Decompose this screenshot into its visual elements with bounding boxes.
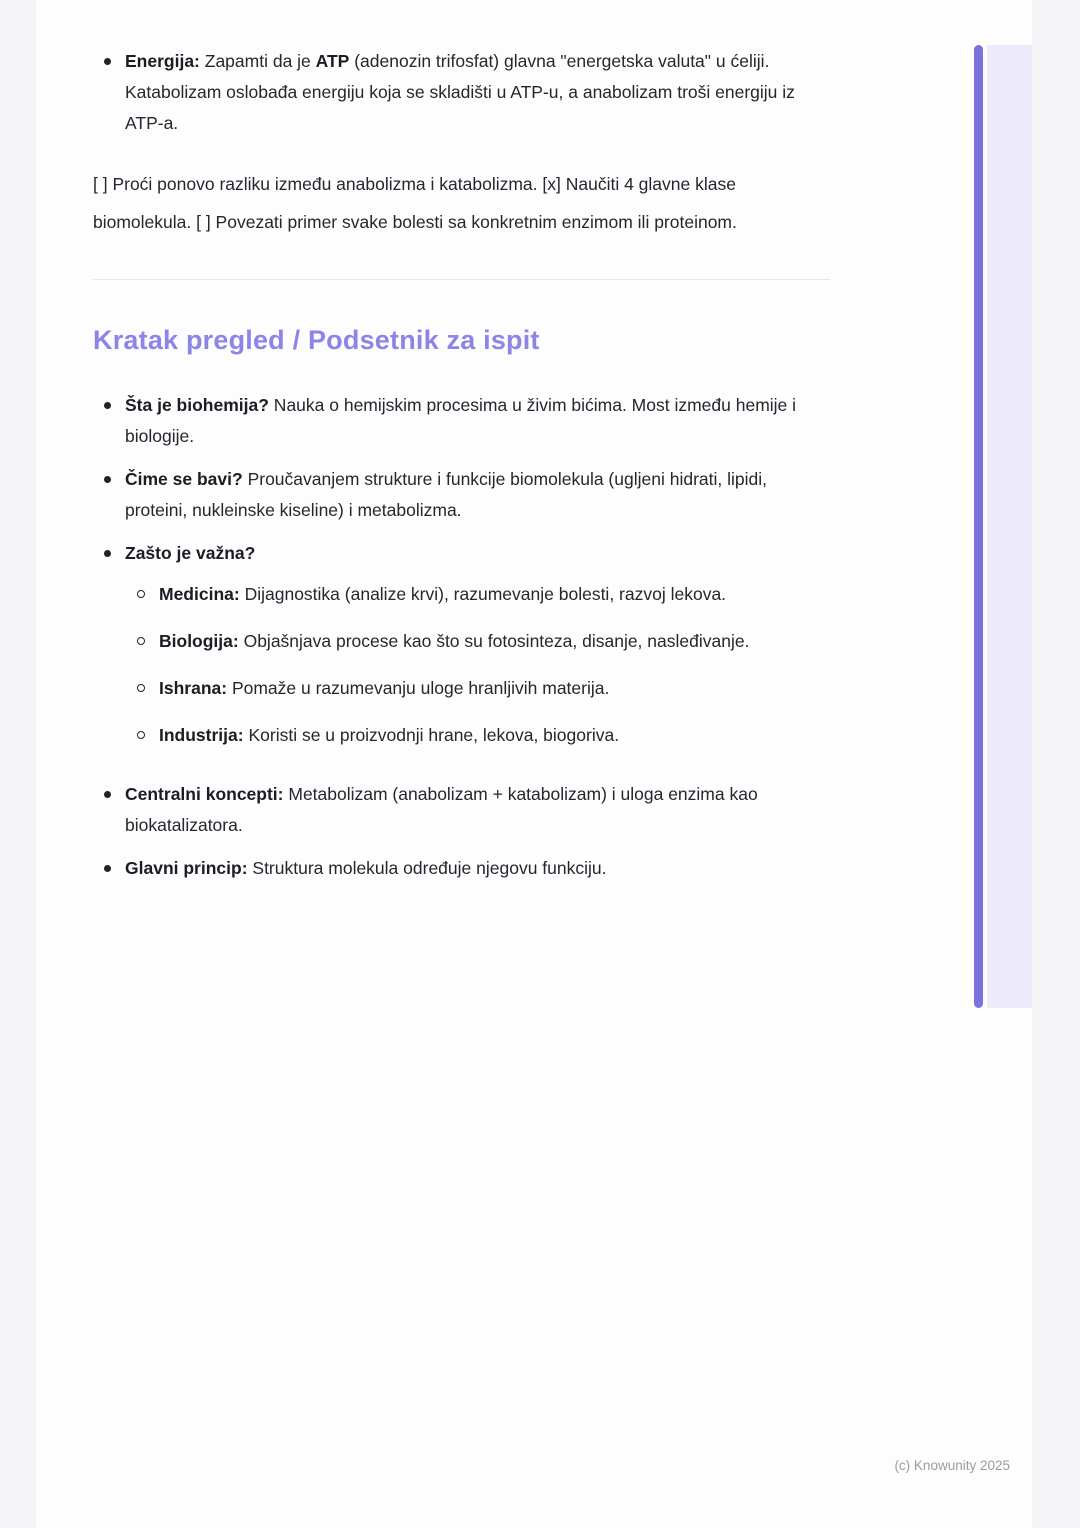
list-item-medicina — [137, 579, 830, 610]
item-text: Nauka o hemijskim procesima u živim bićima. Most između hemije i biologije. — [125, 394, 797, 446]
item-text-block — [159, 626, 830, 657]
list-item-zasto-je-vazna — [104, 538, 830, 767]
list-item-glavni-princip — [104, 853, 830, 884]
item-label: Glavni princip: — [125, 857, 248, 878]
circle-bullet-icon — [137, 684, 145, 692]
item-text-block — [125, 46, 830, 139]
section-heading: Kratak pregled / Podsetnik za ispit — [93, 325, 540, 355]
bullet-icon — [104, 402, 111, 409]
item-text: Koristi se u proizvodnji hrane, lekova, biogoriva. — [243, 724, 620, 745]
list-item-industrija — [137, 720, 830, 751]
item-label: Centralni koncepti: — [125, 783, 284, 804]
circle-bullet-icon — [137, 590, 145, 598]
item-label: Čime se bavi? — [125, 468, 243, 489]
bullet-icon — [104, 865, 111, 872]
item-label: Biologija: — [159, 630, 239, 651]
copyright-footer: (c) Knowunity 2025 — [894, 1458, 1010, 1473]
item-label: Industrija: — [159, 724, 244, 745]
item-text-block — [159, 720, 830, 751]
item-label: Ishrana: — [159, 677, 228, 698]
item-text-block — [125, 538, 830, 767]
item-text-block — [125, 779, 830, 841]
summary-list — [93, 390, 830, 884]
item-label: Šta je biohemija? — [125, 394, 269, 415]
notes-content — [93, 46, 830, 896]
item-text-block — [159, 579, 830, 610]
item-label: Zašto je važna? — [125, 542, 256, 563]
circle-bullet-icon — [137, 731, 145, 739]
page-accent-stripe — [974, 45, 983, 1008]
list-item-sta-je-biohemija — [104, 390, 830, 452]
list-item-cime-se-bavi — [104, 464, 830, 526]
document-page — [36, 0, 1032, 1528]
importance-sublist — [125, 579, 830, 751]
bullet-icon — [104, 58, 111, 65]
checklist-paragraph: [ ] Proći ponovo razliku između anabolizma i katabolizma. [x] Naučiti 4 glavne klase biomolekula. [ ] Povezati primer svake bolesti sa konkretnim enzimom ili proteinom. — [93, 174, 737, 232]
page-accent-panel — [987, 45, 1032, 1008]
list-item-energija — [104, 46, 830, 139]
circle-bullet-icon — [137, 637, 145, 645]
item-text: Proučavanjem strukture i funkcije biomolekula (ugljeni hidrati, lipidi, proteini, nukleinske kiseline) i metabolizma. — [125, 468, 767, 520]
atp-term: ATP — [315, 51, 350, 71]
list-item-biologija — [137, 626, 830, 657]
bullet-icon — [104, 791, 111, 798]
item-text: Metabolizam (anabolizam + katabolizam) i uloga enzima kao biokatalizatora. — [125, 783, 758, 835]
item-text: Zapamti da je — [199, 51, 316, 71]
item-text: Objašnjava procese kao što su fotosinteza, disanje, nasleđivanje. — [238, 630, 750, 651]
item-text: Pomaže u razumevanju uloge hranljivih materija. — [227, 677, 610, 698]
item-text-block — [125, 853, 830, 884]
bullet-icon — [104, 550, 111, 557]
item-text: Struktura molekula određuje njegovu funkciju. — [247, 857, 607, 878]
item-text-block — [125, 390, 830, 452]
item-label: Energija: — [125, 51, 200, 71]
item-text: (adenozin trifosfat) glavna "energetska valuta" u ćeliji. Katabolizam oslobađa energiju koja se skladišti u ATP-u, a anabolizam troši energiju iz ATP-a. — [125, 51, 795, 133]
item-text-block — [125, 464, 830, 526]
item-text-block — [159, 673, 830, 704]
section-divider — [93, 279, 830, 280]
item-label: Medicina: — [159, 583, 240, 604]
item-text: Dijagnostika (analize krvi), razumevanje bolesti, razvoj lekova. — [239, 583, 727, 604]
list-item-centralni-koncepti — [104, 779, 830, 841]
bullet-icon — [104, 476, 111, 483]
list-item-ishrana — [137, 673, 830, 704]
energy-bullet-list — [93, 46, 830, 139]
